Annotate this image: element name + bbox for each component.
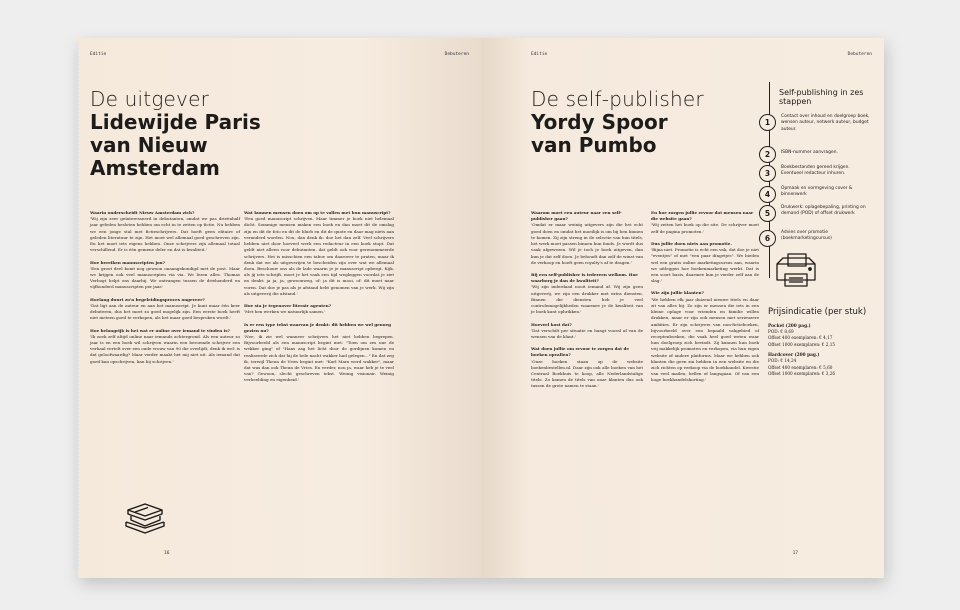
price-line: Offset 1000 exemplaren: € 3,26 xyxy=(768,371,836,377)
title-light: De self-publisher xyxy=(531,87,704,111)
price-line: Offset 400 exemplaren: € 4,17 xyxy=(768,335,833,341)
step-text: Advies over promotie (boekmarketingcursus) xyxy=(781,230,832,242)
step-text: Contact over inhoud en doelgroep boek, wensen auteur, netwerk auteur, budget auteur. xyxy=(781,114,870,132)
answer: 'Met hen werken we natuurlijk samen.' xyxy=(244,309,326,315)
answer: 'Wij zetten het boek op die site. De schrijver moet zelf de pagina promoten.' xyxy=(651,222,759,234)
price-indication xyxy=(768,308,876,378)
left-page xyxy=(78,38,481,578)
title-bold-line: Yordy Spoor xyxy=(531,110,668,134)
right-page xyxy=(481,38,884,578)
title-bold-line: van Nieuw xyxy=(90,133,208,157)
answer: 'Bijna niet. Promotie is echt een vak, dat doe je niet "eventjes" of met "een paar dingetjes". We bieden wel een gratis online marketingcursus aan, waarin we uitleggen hoe boekenmarketing werkt. Dat is een soort basis, daarmee kun je verder zelf aan de slag.' xyxy=(651,247,759,284)
answer: 'Dat ligt aan de auteur en aan het manuscript. Je kunt maar één keer debuteren, dus het moet zo goed mogelijk zijn. Een eerste boek heeft niet meteen goed te verkopen, als het maar goed besproken wordt.' xyxy=(90,302,240,321)
book-stack-icon xyxy=(122,501,168,539)
price-line: Offset 400 exemplaren: € 5,60 xyxy=(768,364,833,370)
answer: 'Een groot deel komt nog gewoon onaangekondigd met de post. Maar we krijgen ook veel manuscripten via via. We lezen alles. Thomas Verbogt helpt ons daarbij. We ontvangen tussen de driehonderd en vijfhonderd manuscripten per jaar.' xyxy=(90,265,240,290)
step-number: 3 xyxy=(759,165,776,182)
running-head-left: Editie xyxy=(90,52,107,57)
left-column-2 xyxy=(244,210,394,384)
running-head-right: Debuteren xyxy=(444,52,469,57)
left-page-title xyxy=(90,88,261,180)
right-page-title xyxy=(531,88,704,157)
step-number: 4 xyxy=(759,186,776,203)
question: Hoe bereiken manuscripten jou? xyxy=(90,259,166,265)
price-line: POD: € 8,69 xyxy=(768,328,794,334)
page-number-right: 17 xyxy=(792,551,798,556)
steps-title: Self-publishing in zes stappen xyxy=(779,88,864,107)
step-number: 5 xyxy=(759,205,776,222)
question: Hoelang duurt zo'n begeleidingsproces ongeveer? xyxy=(90,296,205,302)
answer: 'Wij zijn inderdaad nooit iemand af. Wij zijn geen uitgeverij, we zijn een drukker met extra diensten. Binnen die diensten heb je veel controlemogelijkheden waarmee je de kwaliteit van je boek kunt ophrikken.' xyxy=(531,284,643,315)
left-column-1 xyxy=(90,210,240,365)
answer: 'Dat verschilt per situatie en hangt vooral af van de wensen van de klant.' xyxy=(531,327,643,339)
price-group-heading: Hardcover (200 pag.) xyxy=(768,353,820,359)
question: Wat doen jullie om ervoor te zorgen dat de boeken opvallen? xyxy=(531,346,629,358)
answer: 'Een goed manuscript schrijven. Maar timmer je boek niet helemaal dicht. Sommige mensen maken een boek en dan moet dit de omslag zijn en dit de foto en dit de blurb en dit de quote en daar mag niets aan veranderd worden. Nou, dan denk ik: doe het dan zelf. Veel schrijvers hebben niet door hoeveel werk een redacteur in een boek stopt. Dat geldt niet alleen voor debutanten, dat geldt ook voor gerenommeerde schrijvers. Het is misschien een taboe om daarover te praten, maar ik denk dat we als uitgeverijen te bescheiden zijn over wat we allemaal doen. Beschouw ons als de lade waarin je je manuscript opbergt. Kijk, als jij iets schrijft, moet je het vaak een tijd wegleggen voordat je ziet en denkt: ja ja, ja, gewoonweg, of: ja dit is mooi, of: dit moet naar voren. Dat doe je pas als je afstand hebt genomen van je werk. Wij zijn als uitgeverij die afstand.' xyxy=(244,216,394,296)
page-number-left: 16 xyxy=(164,551,170,556)
question: Waarom moet een auteur naar een self-publisher gaan? xyxy=(531,210,622,222)
printer-icon xyxy=(773,252,819,292)
question: Hoeveel kost dat? xyxy=(531,321,572,327)
running-head-left: Editie xyxy=(531,52,548,57)
price-line: Offset 1000 exemplaren: € 2,15 xyxy=(768,341,836,347)
price-group-heading: Pocket (200 pag.) xyxy=(768,323,811,329)
question: Wat kunnen mensen doen om op te vallen met hun manuscript? xyxy=(244,210,391,215)
step-text: ISBN-nummer aanvragen. xyxy=(781,150,838,155)
step-text: Drukwerk: oplagebepaling, printing on demand (POD) of offset drukwerk xyxy=(781,205,866,217)
question: Waarin onderscheidt Nieuw Amsterdam zich? xyxy=(90,210,195,215)
price-title: Prijsindicatie (per stuk) xyxy=(768,307,867,317)
question: Wie zijn jullie klanten? xyxy=(651,290,704,296)
magazine-spread xyxy=(78,38,884,578)
step-text: Opmaak en vormgeving cover & binnenwerk xyxy=(781,186,853,198)
answer: 'Onze boeken staan op de website boekenbestellen.nl. Daar zijn ook alle boeken van het Centraal Boekhuis te koop, alle Nederlandstalige titels. Zo komen de titels van onze klanten dus ook tussen de grote namen te staan.' xyxy=(531,358,643,389)
step-number: 6 xyxy=(759,230,776,247)
right-column-1 xyxy=(531,210,643,390)
answer: 'Nee, ik zie wel wanneer schrijvers het niet hebben begrepen. Bijvoorbeeld als een manuscript begint met: "Toen om zes uur de wekker ging" of "Hans zag het licht door de gordijnen komen en realiseerde zich dat hij de hele nacht wakker had gelegen..." En dat zeg ik, terwijl Theun de Vries begint met: "Karl Marx werd wakker", maar dat was dan ook Theun de Vries. En verder, nou ja, waar heb je te veel van? Gewoon, slecht geschreven tekst. Weinig visionair. Weinig verbeelding en eigenheid.' xyxy=(244,333,394,383)
question: En hoe zorgen jullie ervoor dat mensen naar die website gaan? xyxy=(651,210,754,222)
question: Bij een self-publisher is iedereen welkom. Hoe waarborg je dan de kwaliteit? xyxy=(531,271,638,284)
question: Hoe sta je tegenover literair agenten? xyxy=(244,303,332,309)
step-text: Boekbestanden gereed krijgen. Eventueel redacteur inhuren. xyxy=(781,165,850,177)
title-bold-line: Lidewijde Paris xyxy=(90,110,261,134)
title-bold-line: Amsterdam xyxy=(90,156,220,180)
page-edge-left xyxy=(78,44,79,572)
price-line: POD: € 14,24 xyxy=(768,358,797,364)
question: Dus jullie doen niets aan promotie. xyxy=(651,240,732,246)
right-column-2 xyxy=(651,210,759,384)
question: Hoe belangrijk is het wat er online over iemand te vinden is? xyxy=(90,327,230,333)
answer: 'We hebben elk jaar duizend nieuwe titels en daar zit van alles bij. Zo zijn er mensen die iets in een kleine oplage voor vrienden en familie willen drukken, maar er zijn ook mensen met serieuzere ambities. Er zijn schrijvers van non-fictieboeken, bijvoorbeeld over een bepaald vakgebied of receptenboeken, die vaak heel goed weten waar hun doelgroep zich bevindt. Zij kunnen hun boek vrij makkelijk promoten en verkopen, via hun eigen website of andere platforms. Maar we hebben ook klanten die geen zin hebben in een website en die zich richten op verkoop via de boekhandel. Kwestie van veel mailen, bellen of langsgaan. Of van een hoge boekhandelskorting.' xyxy=(651,296,759,383)
answer: 'Omdat er maar weinig uitgevers zijn die het echt goed doen en omdat het moeilijk is om bij hen binnen te komen. Zij zijn streng in de selectie van hun titels, het werk moet passen binnen hun fonds. Je wordt dus vaak afgewezen. Wil je toch je boek uitgeven, dan kun je dat zelf doen. Je behoudt dan zelf de winst van de verkoop en hoeft geen royalty's af te dragen.' xyxy=(531,222,643,265)
question: Is er een type tekst waarvan je denkt: dit hebben we wel genoeg gezien nu? xyxy=(244,321,391,333)
step-number: 2 xyxy=(759,146,776,163)
title-light: De uitgever xyxy=(90,87,210,111)
step-number: 1 xyxy=(759,114,776,131)
answer: 'Wij zijn zeer geïnteresseerd in debutanten, omdat we pas drieënhalf jaar geleden besloten hebben om echt in te zetten op fictie. Nu hebben we een jonge stal met fictieschrijvers. Dat hoeft geen elitaire of geleden literatuur te zijn. Het moet wel allemaal goed geschreven zijn. En het moet iets eigens hebben. Onze schrijvers zijn allemaal totaal verschillend. Er is één gemene deler en dat is kwaliteit.' xyxy=(90,216,240,253)
running-head-right: Debuteren xyxy=(847,52,872,57)
answer: 'Ik zoek zelf altijd online naar iemands achtergrond. Als een auteur zo jaar is en een boek wil schrijven waarin een beroemde schrijver een verhaal vertelt over een oude vrouw van 90 die overlijdt, denk ik wel: is dat geloofwaardig? Maar verder maakt het mij niet uit. Als iemand dat goed kan opschrijven, kan hij schrijven.' xyxy=(90,333,240,364)
title-bold-line: van Pumbo xyxy=(531,133,657,157)
